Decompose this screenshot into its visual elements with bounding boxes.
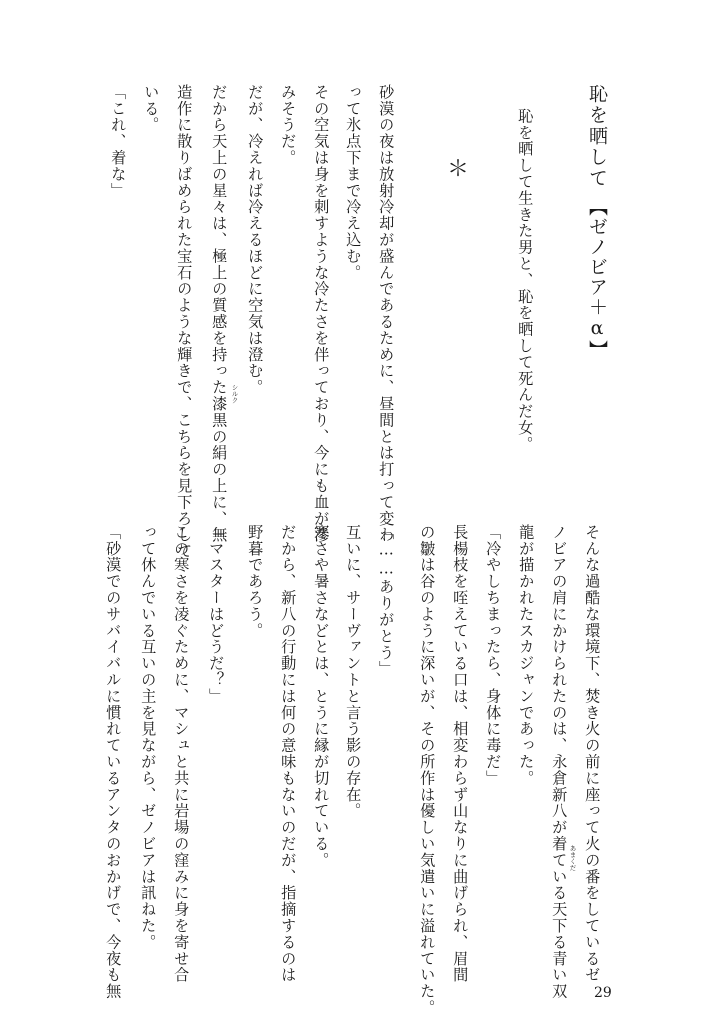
text-column: 砂漠の夜は放射冷却が盛んであるために、昼間とは打って変わ	[377, 84, 396, 544]
text-column: の皺は谷のように深いが、その所作は優しい気遣いに溢れていた。	[418, 524, 437, 1016]
text-column: 寒さや暑さなどとは、とうに縁が切れている。	[312, 524, 331, 869]
text-column: 「砂漠でのサバイバルに慣れているアンタのおかげで、今夜も無	[104, 524, 123, 1000]
text-column: 互いに、サーヴァントと言う影の存在。	[344, 524, 363, 820]
ruby-silk: シルク	[230, 384, 239, 404]
ruby-amakudaru: あまくだ	[568, 845, 577, 871]
text-column: その空気は身を刺すような冷たさを伴っており、今にも血が滲	[312, 84, 331, 544]
text-column: って休んでいる互いの主を見ながら、ゼノビアは訊ねた。	[139, 524, 158, 951]
text-column: だから、新八の行動には何の意味もないのだが、指摘するのは	[279, 524, 298, 984]
text-column: 野暮であろう。	[246, 524, 265, 639]
section-separator: ＊	[447, 157, 470, 182]
text-column: この寒さを凌ぐために、マシュと共に岩場の窪みに身を寄せ合	[172, 524, 191, 984]
text-column: いる。	[142, 84, 161, 134]
text-column: 龍が描かれたスカジャンであった。	[517, 524, 536, 787]
page-number: 29	[594, 985, 612, 1001]
chapter-tag: 【ゼノビア＋α】	[586, 197, 608, 360]
chapter-title: 恥を晒して	[586, 84, 608, 189]
text-column: 長楊枝を咥えている口は、相変わらず山なりに曲げられ、眉間	[451, 524, 470, 984]
text-column: そんな過酷な環境下、焚き火の前に座って火の番をしているゼ	[583, 524, 602, 984]
text-column: 「冷やしちまったら、身体に毒だ」	[484, 524, 503, 787]
chapter-subtitle: 恥を晒して生きた男と、恥を晒して死んだ女。	[516, 108, 535, 453]
text-column: って氷点下まで冷え込む。	[344, 84, 363, 281]
text-column: 造作に散りばめられた宝石のような輝きで、こちらを見下ろして	[175, 84, 194, 560]
text-column: ノビアの肩にかけられたのは、永倉新八が着ている天下る青い双	[550, 524, 569, 1000]
text-column: だから天上の星々は、極上の質感を持った漆黒の絹の上に、無	[210, 84, 229, 544]
text-column: 「これ、着な」	[109, 84, 128, 199]
text-column: だが、冷えれば冷えるほどに空気は澄む。	[246, 84, 265, 396]
text-column: 「……ありがとう」	[377, 524, 396, 678]
text-column: 「マスターはどうだ？」	[207, 524, 226, 705]
text-column: みそうだ。	[279, 84, 298, 166]
